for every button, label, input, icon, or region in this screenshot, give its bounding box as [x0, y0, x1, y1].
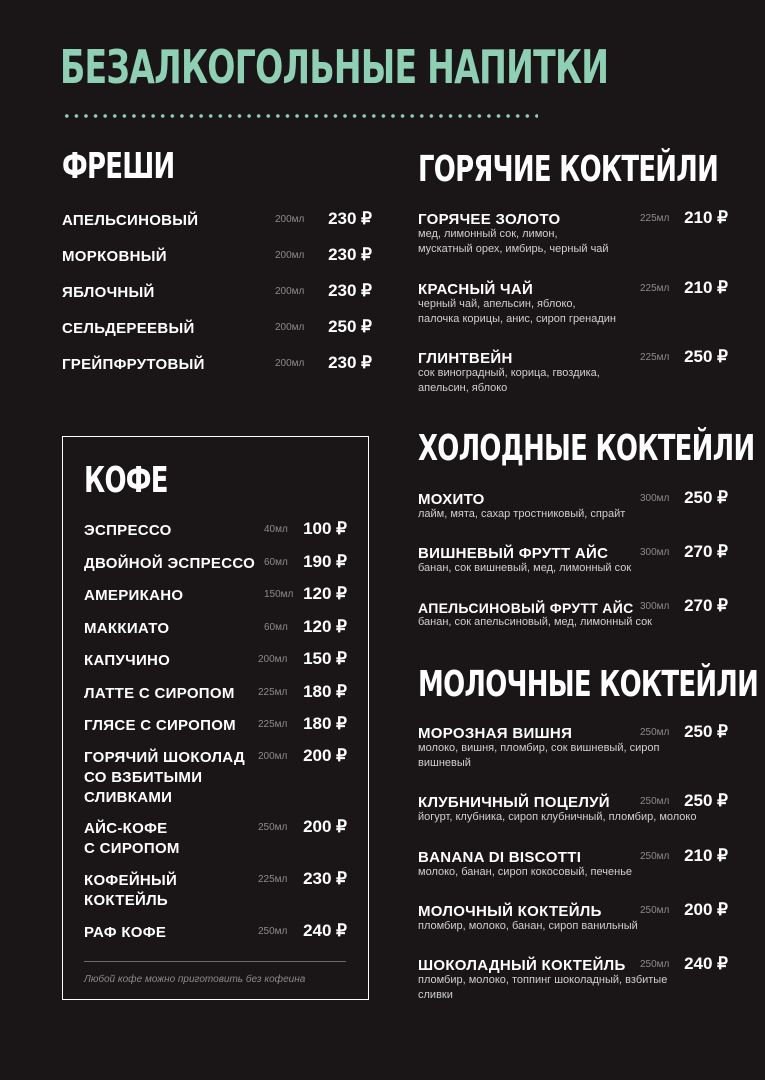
- menu-item: [418, 598, 728, 634]
- item-volume: 300мл: [640, 493, 670, 504]
- item-price: 230 ₽: [328, 209, 372, 228]
- item-volume: 250мл: [640, 851, 670, 862]
- item-price: 100 ₽: [303, 519, 347, 538]
- menu-item: [418, 210, 728, 260]
- item-name: ГОРЯЧИЙ ШОКОЛАД: [84, 749, 245, 766]
- item-volume: 200мл: [258, 751, 288, 762]
- item-description: банан, сок апельсиновый, мед, лимонный сок: [418, 616, 652, 628]
- item-name: КЛУБНИЧНЫЙ ПОЦЕЛУЙ: [418, 794, 610, 811]
- item-description: банан, сок вишневый, мед, лимонный сок: [418, 562, 632, 574]
- item-price: 230 ₽: [328, 353, 372, 372]
- item-name: АМЕРИКАНО: [84, 587, 184, 604]
- item-description: йогурт, клубника, сироп клубничный, пломбир, молоко: [418, 811, 697, 823]
- item-description: молоко, вишня, пломбир, сок вишневый, сироп: [418, 742, 660, 754]
- item-name: КРАСНЫЙ ЧАЙ: [418, 281, 534, 298]
- item-price: 250 ₽: [684, 791, 728, 810]
- item-name: КАПУЧИНО: [84, 652, 171, 669]
- item-price: 250 ₽: [684, 722, 728, 741]
- item-name-line2: СО ВЗБИТЫМИ: [84, 769, 203, 786]
- menu-title: БЕЗАЛКОГОЛЬНЫЕ НАПИТКИ: [60, 40, 609, 94]
- item-price: 230 ₽: [328, 281, 372, 300]
- item-name: МАККИАТО: [84, 620, 170, 637]
- item-volume: 225мл: [258, 687, 288, 698]
- section-title-fresh: ФРЕШИ: [62, 146, 175, 187]
- item-price: 200 ₽: [303, 746, 347, 765]
- item-price: 190 ₽: [303, 552, 347, 571]
- item-volume: 225мл: [640, 213, 670, 224]
- item-volume: 200мл: [275, 286, 305, 297]
- menu-item: [418, 848, 728, 884]
- item-volume: 250мл: [640, 796, 670, 807]
- item-description-line2: мускатный орех, имбирь, черный чай: [418, 243, 609, 255]
- menu-item: [418, 956, 728, 1006]
- item-name: СЕЛЬДЕРЕЕВЫЙ: [62, 320, 195, 337]
- item-description: черный чай, апельсин, яблоко,: [418, 298, 576, 310]
- item-volume: 200мл: [275, 322, 305, 333]
- item-price: 200 ₽: [684, 900, 728, 919]
- item-name: ГЛИНТВЕЙН: [418, 350, 513, 367]
- item-name: ЯБЛОЧНЫЙ: [62, 284, 155, 301]
- item-price: 230 ₽: [328, 245, 372, 264]
- item-price: 120 ₽: [303, 617, 347, 636]
- item-name: МОРКОВНЫЙ: [62, 248, 167, 265]
- dotted-divider: [62, 113, 538, 119]
- item-name: РАФ КОФЕ: [84, 924, 167, 941]
- item-volume: 150мл: [264, 589, 294, 600]
- menu-item: [418, 490, 728, 526]
- item-volume: 250мл: [258, 926, 288, 937]
- item-price: 230 ₽: [303, 869, 347, 888]
- item-volume: 60мл: [264, 622, 288, 633]
- item-volume: 225мл: [640, 283, 670, 294]
- item-description: пломбир, молоко, банан, сироп ванильный: [418, 920, 638, 932]
- item-name: ГРЕЙПФРУТОВЫЙ: [62, 356, 205, 373]
- menu-item: [84, 819, 347, 861]
- item-description-line2: апельсин, яблоко: [418, 382, 508, 394]
- item-volume: 300мл: [640, 547, 670, 558]
- item-volume: 200мл: [275, 250, 305, 261]
- item-volume: 225мл: [258, 719, 288, 730]
- menu-item: [418, 724, 728, 774]
- item-price: 150 ₽: [303, 649, 347, 668]
- menu-item: [84, 748, 347, 810]
- item-name-line2: С СИРОПОМ: [84, 840, 180, 857]
- item-name-line2: КОКТЕЙЛЬ: [84, 892, 169, 909]
- item-name: КОФЕЙНЫЙ: [84, 872, 178, 889]
- menu-item: [84, 871, 347, 913]
- menu-item: [418, 349, 728, 399]
- item-name-line3: СЛИВКАМИ: [84, 789, 173, 806]
- item-price: 250 ₽: [328, 317, 372, 336]
- item-price: 250 ₽: [684, 347, 728, 366]
- item-name: ВИШНЕВЫЙ ФРУТТ АЙС: [418, 545, 609, 562]
- item-description: пломбир, молоко, топпинг шоколадный, взбитые: [418, 974, 668, 986]
- item-name: АПЕЛЬСИНОВЫЙ ФРУТТ АЙС: [418, 600, 634, 616]
- item-volume: 300мл: [640, 601, 670, 612]
- item-price: 180 ₽: [303, 682, 347, 701]
- item-name: МОРОЗНАЯ ВИШНЯ: [418, 725, 573, 742]
- item-volume: 200мл: [275, 214, 305, 225]
- item-price: 240 ₽: [684, 954, 728, 973]
- item-name: ШОКОЛАДНЫЙ КОКТЕЙЛЬ: [418, 957, 626, 974]
- section-title-milk-cocktails: МОЛОЧНЫЕ КОКТЕЙЛИ: [418, 664, 759, 705]
- item-price: 250 ₽: [684, 488, 728, 507]
- menu-item: [418, 280, 728, 330]
- item-price: 270 ₽: [684, 596, 728, 615]
- item-name: ДВОЙНОЙ ЭСПРЕССО: [84, 555, 256, 572]
- item-volume: 225мл: [640, 352, 670, 363]
- coffee-note: Любой кофе можно приготовить без кофеина: [84, 974, 306, 985]
- item-price: 210 ₽: [684, 208, 728, 227]
- item-volume: 225мл: [258, 874, 288, 885]
- item-description-line2: палочка корицы, анис, сироп гренадин: [418, 313, 617, 325]
- item-name: АЙС-КОФЕ: [84, 820, 168, 837]
- section-title-coffee: КОФЕ: [84, 460, 168, 501]
- note-divider: [84, 961, 346, 962]
- item-price: 180 ₽: [303, 714, 347, 733]
- item-price: 210 ₽: [684, 278, 728, 297]
- item-price: 270 ₽: [684, 542, 728, 561]
- item-price: 210 ₽: [684, 846, 728, 865]
- item-name: ЛАТТЕ С СИРОПОМ: [84, 685, 235, 702]
- menu-item: [418, 793, 728, 829]
- item-price: 240 ₽: [303, 921, 347, 940]
- menu-item: [418, 544, 728, 580]
- item-volume: 250мл: [640, 727, 670, 738]
- item-volume: 200мл: [275, 358, 305, 369]
- item-description: мед, лимонный сок, лимон,: [418, 228, 558, 240]
- section-title-cold-cocktails: ХОЛОДНЫЕ КОКТЕЙЛИ: [418, 428, 755, 469]
- item-description-line2: вишневый: [418, 757, 471, 769]
- item-name: МОХИТО: [418, 491, 485, 508]
- item-description: сок виноградный, корица, гвоздика,: [418, 367, 600, 379]
- item-description: лайм, мята, сахар тростниковый, спрайт: [418, 508, 626, 520]
- item-description-line2: сливки: [418, 989, 453, 1001]
- item-name: ЭСПРЕССО: [84, 522, 172, 539]
- item-name: МОЛОЧНЫЙ КОКТЕЙЛЬ: [418, 903, 602, 920]
- item-price: 200 ₽: [303, 817, 347, 836]
- item-volume: 200мл: [258, 654, 288, 665]
- item-volume: 250мл: [640, 905, 670, 916]
- item-volume: 250мл: [258, 822, 288, 833]
- menu-item: [418, 902, 728, 938]
- item-volume: 60мл: [264, 557, 288, 568]
- item-name: ГОРЯЧЕЕ ЗОЛОТО: [418, 211, 561, 228]
- item-name: АПЕЛЬСИНОВЫЙ: [62, 212, 199, 229]
- item-price: 120 ₽: [303, 584, 347, 603]
- item-name: BANANA DI BISCOTTI: [418, 849, 582, 866]
- item-name: ГЛЯСЕ С СИРОПОМ: [84, 717, 236, 734]
- item-volume: 40мл: [264, 524, 288, 535]
- item-volume: 250мл: [640, 959, 670, 970]
- item-description: молоко, банан, сироп кокосовый, печенье: [418, 866, 633, 878]
- section-title-hot-cocktails: ГОРЯЧИЕ КОКТЕЙЛИ: [418, 149, 719, 190]
